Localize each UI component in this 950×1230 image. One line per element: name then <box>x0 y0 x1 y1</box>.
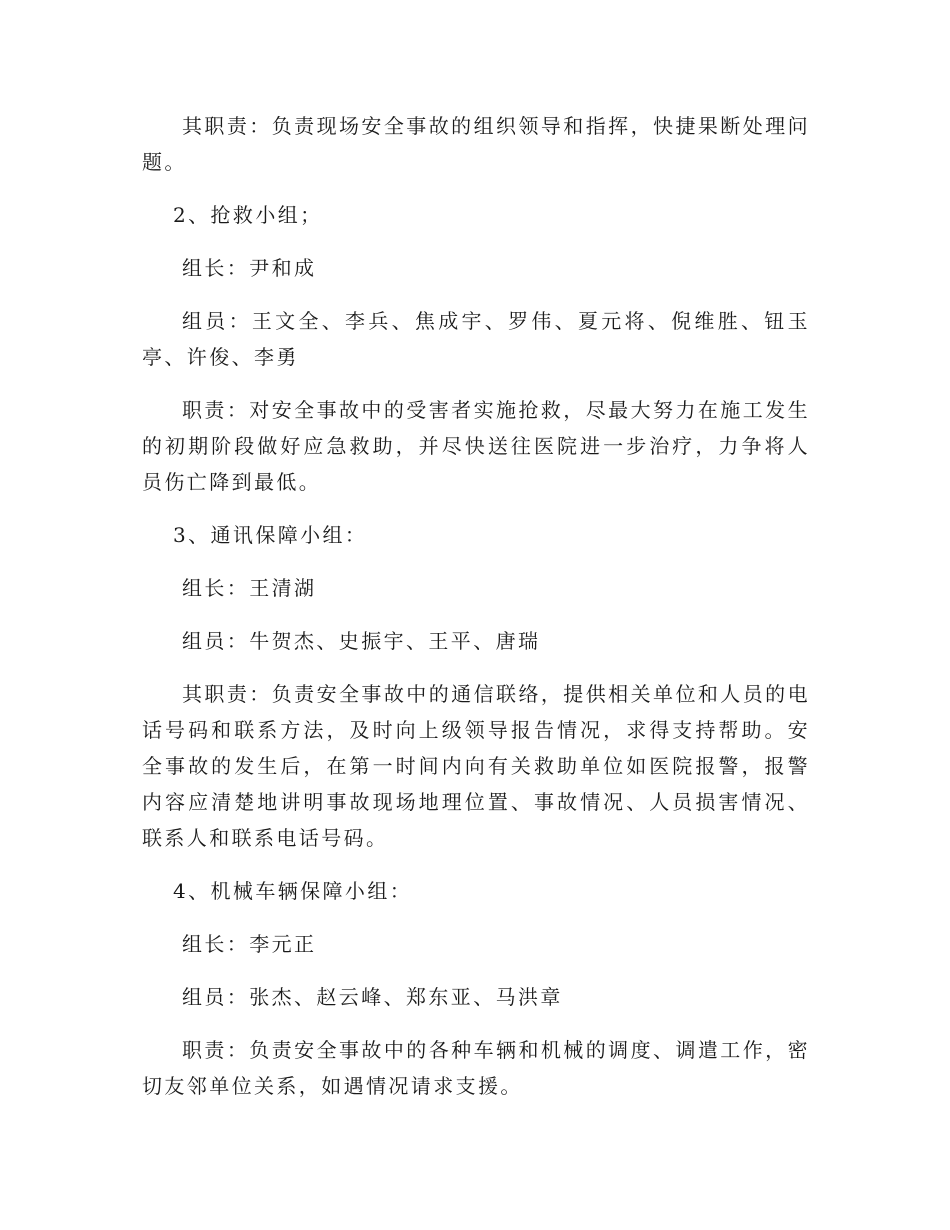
paragraph-communication-duties: 其职责：负责安全事故中的通信联络，提供相关单位和人员的电话号码和联系方法，及时向上级领导报告情况，求得支持帮助。安全事故的发生后，在第一时间内向有关救助单位如医院报警，报警内容应清楚地讲明事故现场地理位置、事故情况、人员损害情况、联系人和联系电话号码。 <box>142 682 810 850</box>
paragraph-communication-members: 组员：牛贺杰、史振宇、王平、唐瑞 <box>182 629 541 653</box>
paragraph-vehicle-leader: 组长：李元正 <box>182 932 317 956</box>
paragraph-command-duties: 其职责：负责现场安全事故的组织领导和指挥，快捷果断处理问题。 <box>142 114 810 174</box>
heading-vehicle-team: 4、机械车辆保障小组： <box>173 879 413 903</box>
paragraph-vehicle-duties: 职责：负责安全事故中的各种车辆和机械的调度、调遣工作，密切友邻单位关系，如遇情况请求支援。 <box>142 1038 810 1098</box>
heading-communication-team: 3、通讯保障小组： <box>173 523 368 547</box>
paragraph-rescue-duties: 职责：对安全事故中的受害者实施抢救，尽最大努力在施工发生的初期阶段做好应急救助，并尽快送往医院进一步治疗，力争将人员伤亡降到最低。 <box>142 398 810 494</box>
paragraph-rescue-leader: 组长：尹和成 <box>182 256 317 280</box>
heading-rescue-team: 2、抢救小组； <box>173 203 323 227</box>
paragraph-rescue-members: 组员：王文全、李兵、焦成宇、罗伟、夏元将、倪维胜、钮玉亭、许俊、李勇 <box>142 309 810 369</box>
paragraph-communication-leader: 组长：王清湖 <box>182 576 317 600</box>
paragraph-vehicle-members: 组员：张杰、赵云峰、郑东亚、马洪章 <box>182 985 563 1009</box>
